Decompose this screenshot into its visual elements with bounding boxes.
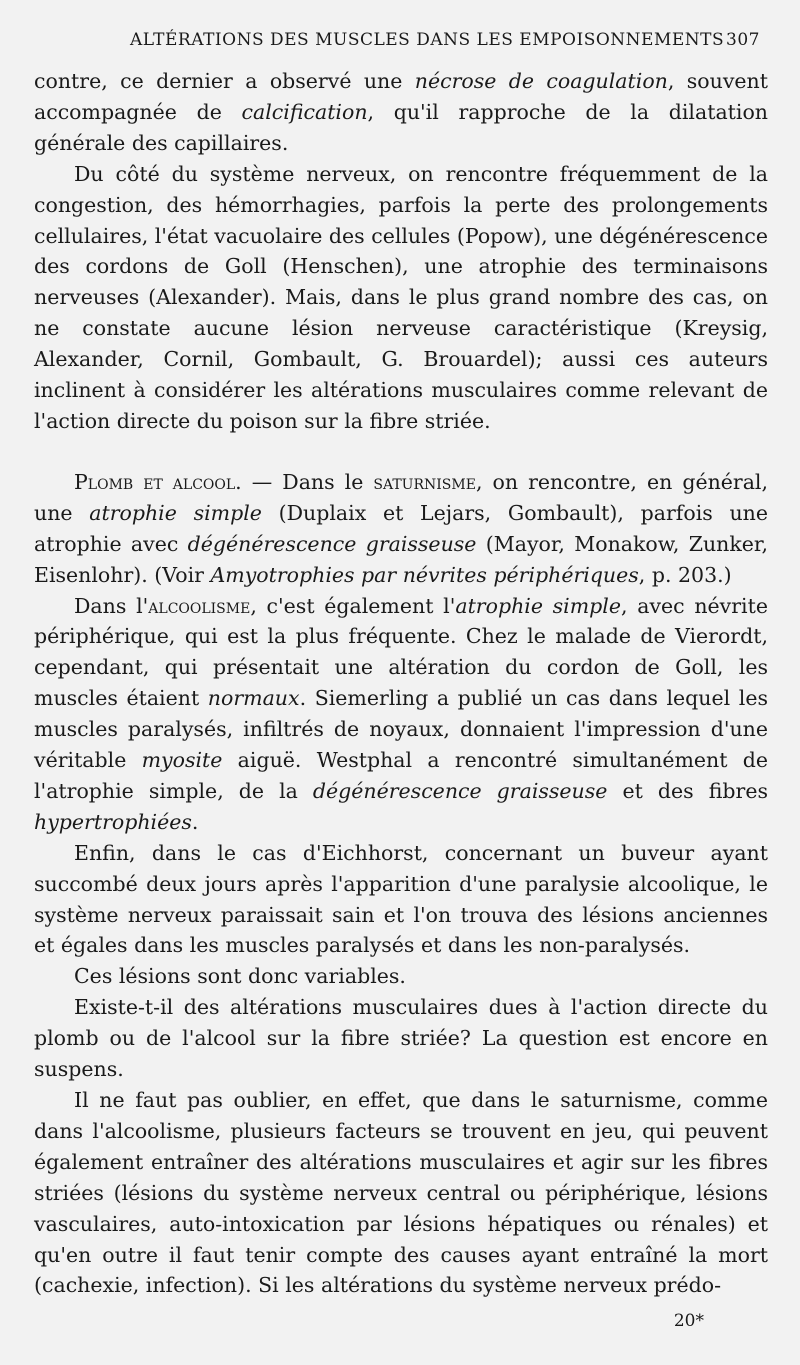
running-title: ALTÉRATIONS DES MUSCLES DANS LES EMPOISONNEMENTS — [130, 30, 725, 50]
paragraph-4: Dans l'alcoolisme, c'est également l'atrophie simple, avec névrite périphérique, qui est la plus fréquente. Chez le malade de Vierordt, cependant, qui présentait une altération du cordon de Goll, les muscles étaient normaux. Siemerling a publié un cas dans lequel les muscles paralysés, infiltrés de noyaux, donnaient l'impression d'une véritable myosite aiguë. Westphal a rencontré simultanément de l'atrophie simple, de la dégénérescence graisseuse et des fibres hypertrophiées. — [34, 593, 769, 834]
paragraph-1: contre, ce dernier a observé une nécrose de coagulation, souvent accompagnée de calcification, qu'il rapproche de la dilatation générale des capillaires. — [34, 69, 769, 155]
paragraph-5: Enfin, dans le cas d'Eichhorst, concernant un buveur ayant succombé deux jours après l'apparition d'une paralysie alcoolique, le système nerveux paraissait sain et l'on trouva des lésions anciennes et égales dans les muscles paralysés et dans les non-paralysés. — [34, 840, 768, 958]
page-header — [130, 30, 760, 54]
paragraph-2: Du côté du système nerveux, on rencontre fréquemment de la congestion, des hémorrhagies, parfois la perte des prolongements cellulaires, l'état vacuolaire des cellules (Popow), une dégénérescence des cordons de Goll (Henschen), une atrophie des terminaisons nerveuses (Alexander). Mais, dans le plus grand nombre des cas, on ne constate aucune lésion nerveuse caractéristique (Kreysig, Alexander, Cornil, Gombault, G. Brouardel); aussi ces auteurs inclinent à considérer les altérations musculaires comme relevant de l'action directe du poison sur la fibre striée. — [34, 161, 768, 433]
signature-mark: 20* — [673, 1311, 704, 1331]
paragraph-8: Il ne faut pas oublier, en effet, que dans le saturnisme, comme dans l'alcoolisme, plusieurs facteurs se trouvent en jeu, qui peuvent également entraîner des altérations musculaires et agir sur les fibres striées (lésions du système nerveux central ou périphérique, lésions vasculaires, auto-intoxication par lésions hépatiques ou rénales) et qu'en outre il faut tenir compte des causes ayant entraîné la mort (cachexie, infection). Si les altérations du système nerveux prédo- — [34, 1088, 768, 1298]
paragraph-6: Ces lésions sont donc variables. — [74, 964, 406, 989]
section-heading: Plomb et alcool. — [74, 469, 242, 494]
page-number: 307 — [726, 30, 760, 50]
paragraph-7: Existe-t-il des altérations musculaires dues à l'action directe du plomb ou de l'alcool sur la fibre striée? La question est encore en suspens. — [34, 995, 768, 1082]
body-text — [34, 66, 768, 1301]
paragraph-3: Plomb et alcool. — Dans le saturnisme, on rencontre, en général, une atrophie simple (Duplaix et Lejars, Gombault), parfois une atrophie avec dégénérescence graisseuse (Mayor, Monakow, Zunker, Eisenlohr). (Voir Amyotrophies par névrites périphériques, p. 203.) — [34, 469, 769, 587]
